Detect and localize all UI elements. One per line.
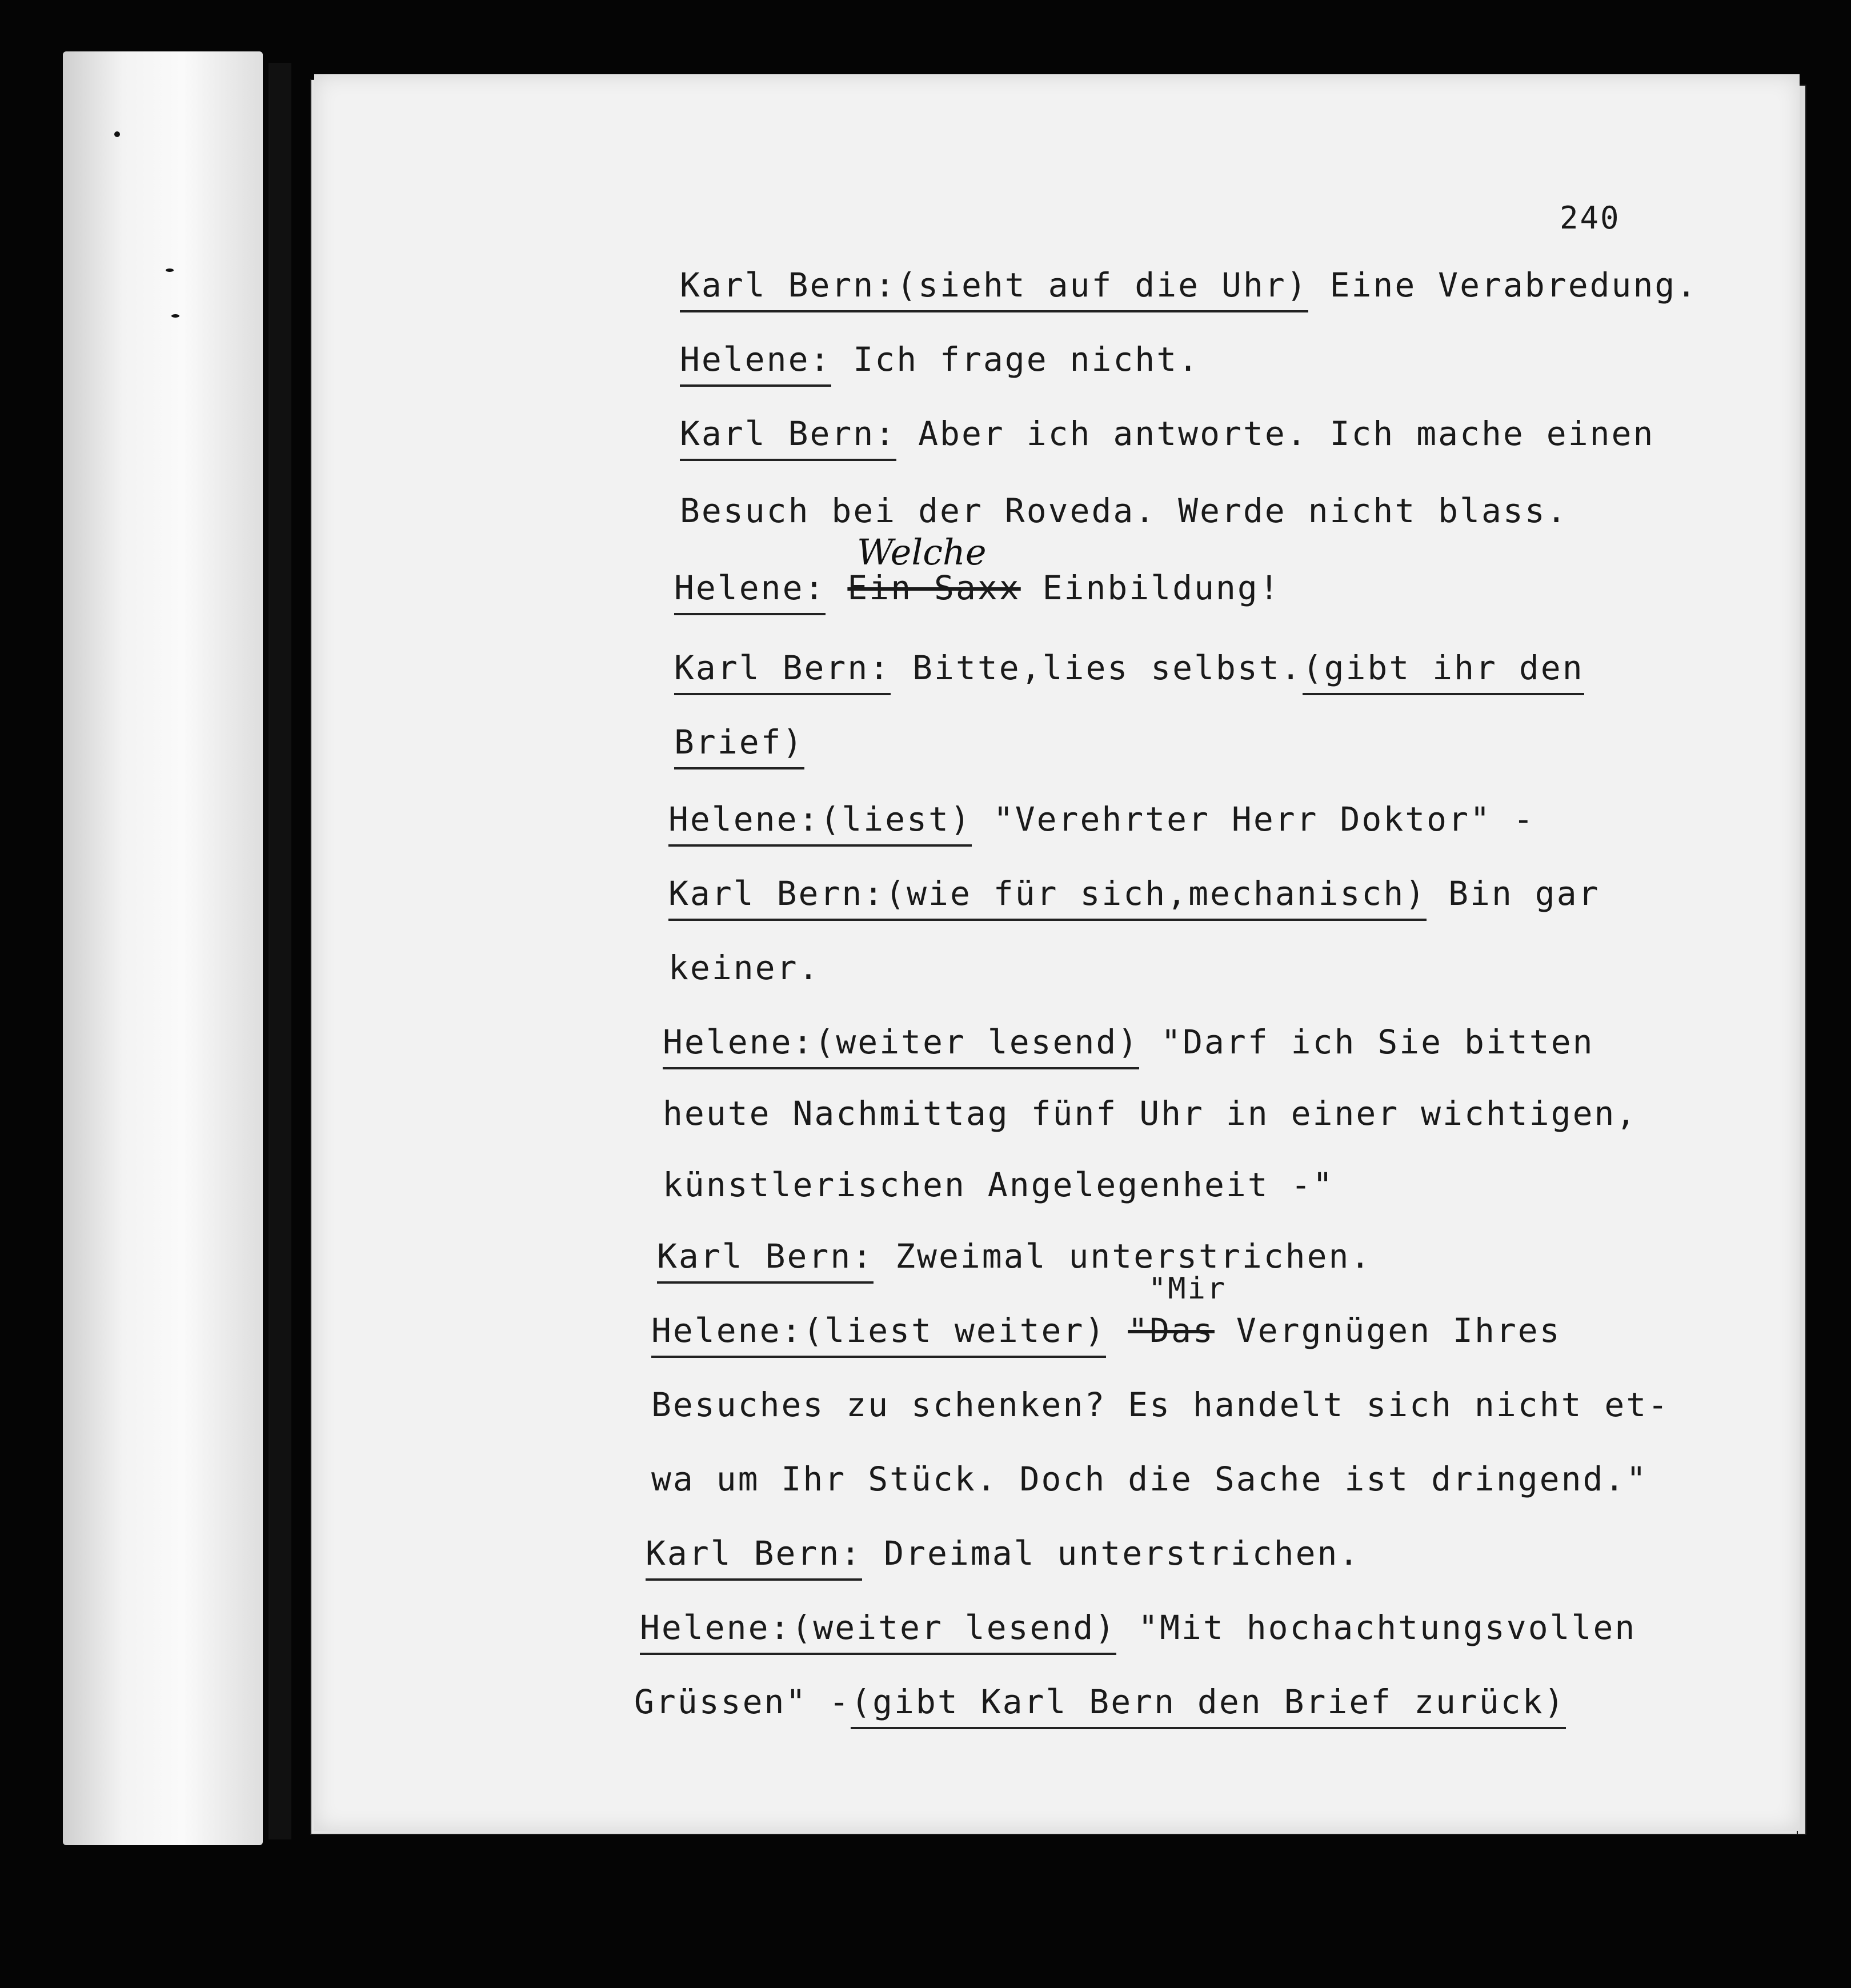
- dialogue-line: [674, 723, 804, 761]
- stage-direction: (gibt Karl Bern den Brief zurück): [851, 1682, 1565, 1729]
- speaker-label: Helene:: [651, 1311, 803, 1358]
- page-number: 240: [1560, 200, 1621, 236]
- stage-direction: Brief): [674, 723, 804, 769]
- dialogue-line: [651, 1385, 1670, 1424]
- dialogue-text: Grüssen" -: [634, 1682, 851, 1721]
- dialogue-line: [674, 648, 1584, 687]
- dialogue-text: Aber ich antworte. Ich mache einen: [896, 414, 1655, 453]
- dialogue-line: [680, 491, 1568, 530]
- stage-direction: (liest weiter): [803, 1311, 1106, 1358]
- dialogue-text: Dreimal unterstrichen.: [862, 1534, 1361, 1573]
- speaker-label: Helene:: [663, 1023, 814, 1069]
- speaker-label: Helene:: [674, 568, 826, 615]
- speaker-label: Helene:: [680, 340, 831, 387]
- dialogue-text: Einbildung!: [1020, 568, 1281, 607]
- dialogue-text: Eine Verabredung.: [1308, 266, 1698, 304]
- stage-direction: (liest): [820, 800, 971, 847]
- dialogue-line: [651, 1462, 1648, 1496]
- dialogue-text: heute Nachmittag fünf Uhr in einer wichtigen,: [663, 1094, 1638, 1133]
- dialogue-text: "Darf ich Sie bitten: [1139, 1023, 1594, 1061]
- dialogue-line: [663, 1025, 1594, 1059]
- dialogue-line: [668, 874, 1600, 913]
- dialogue-text: "Mit hochachtungsvollen: [1116, 1608, 1637, 1647]
- dialogue-text: Besuch bei der Roveda. Werde nicht blass.: [680, 491, 1568, 530]
- stage-direction: (weiter lesend): [814, 1023, 1139, 1069]
- dialogue-text: Besuches zu schenken? Es handelt sich nicht et-: [651, 1385, 1670, 1424]
- speck: [114, 131, 120, 137]
- stage-direction: (gibt ihr den: [1303, 648, 1584, 695]
- struck-text: Ein Saxx: [847, 568, 1021, 607]
- typed-insert: "Mir: [1148, 1272, 1227, 1306]
- dialogue-text: keiner.: [668, 948, 820, 987]
- speck: [171, 314, 179, 318]
- dialogue-text: "Verehrter Herr Doktor" -: [971, 800, 1535, 839]
- speaker-label: Helene:: [668, 800, 820, 847]
- dialogue-line: [634, 1682, 1566, 1721]
- dialogue-text: Zweimal unterstrichen.: [874, 1237, 1372, 1276]
- speaker-label: Helene:: [640, 1608, 791, 1655]
- dialogue-text: Ich frage nicht.: [831, 340, 1200, 379]
- speaker-label: Karl Bern:: [657, 1237, 874, 1284]
- stage-direction: (sieht auf die Uhr): [896, 266, 1308, 312]
- dialogue-line: [680, 340, 1200, 379]
- dialogue-line: [663, 1094, 1638, 1133]
- stage-direction: (wie für sich,mechanisch): [885, 874, 1427, 921]
- typed-page: [314, 74, 1800, 1831]
- dialogue-line: [668, 948, 820, 987]
- dialogue-text: künstlerischen Angelegenheit -": [663, 1165, 1335, 1204]
- dialogue-line: [640, 1608, 1637, 1647]
- speaker-label: Karl Bern:: [680, 266, 896, 312]
- struck-text: "Das: [1128, 1311, 1215, 1350]
- dialogue-line: [663, 1165, 1335, 1204]
- dialogue-text: Bin gar: [1427, 874, 1600, 913]
- dialogue-line: [651, 1311, 1561, 1350]
- stage-direction: (weiter lesend): [791, 1608, 1116, 1655]
- dialogue-text: Vergnügen Ihres: [1214, 1311, 1561, 1350]
- dialogue-line: [680, 414, 1655, 453]
- dialogue-line: [657, 1237, 1372, 1276]
- speaker-label: Karl Bern:: [646, 1534, 862, 1581]
- dialogue-text: Bitte,lies selbst.: [891, 648, 1303, 687]
- dialogue-text: wa um Ihr Stück. Doch die Sache ist dringend.": [651, 1460, 1648, 1498]
- dialogue-line: [680, 268, 1698, 302]
- dialogue-line: [674, 568, 1281, 607]
- strip-edge: [269, 63, 291, 1839]
- left-film-strip: [63, 51, 263, 1845]
- speck: [166, 268, 174, 272]
- speaker-label: Karl Bern:: [674, 648, 891, 695]
- speaker-label: Karl Bern:: [680, 414, 896, 461]
- dialogue-line: [646, 1534, 1361, 1573]
- handwritten-insert: Welche: [857, 531, 987, 573]
- dialogue-line: [668, 800, 1535, 839]
- speaker-label: Karl Bern:: [668, 874, 885, 921]
